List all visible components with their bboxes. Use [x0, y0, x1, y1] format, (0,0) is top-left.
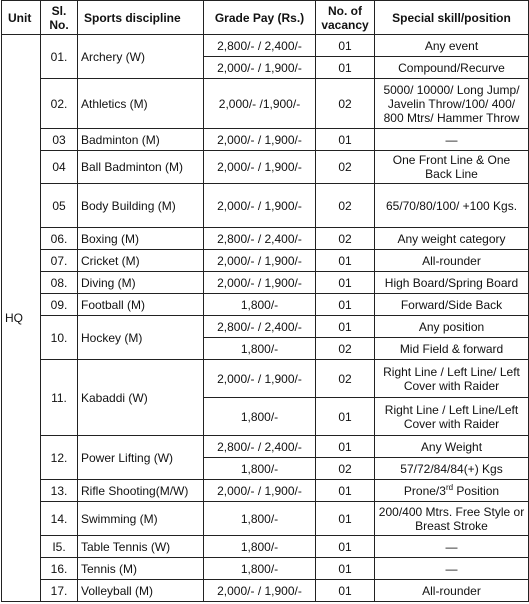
- header-row: [2, 1, 529, 35]
- special-skill-cell: Any weight category: [375, 228, 529, 250]
- sports-vacancy-table: [1, 0, 529, 602]
- special-skill-cell: Forward/Side Back: [375, 294, 529, 316]
- vacancy-cell: 02: [316, 151, 375, 184]
- header-discipline: Sports discipline: [78, 1, 204, 35]
- grade-pay-cell: 2,800/- / 2,400/-: [204, 228, 316, 250]
- special-skill-cell: 65/70/80/100/ +100 Kgs.: [375, 184, 529, 228]
- table-row: [2, 184, 529, 228]
- table-row: [2, 502, 529, 536]
- discipline-cell: Athletics (M): [78, 79, 204, 129]
- discipline-cell: Table Tennis (W): [78, 536, 204, 558]
- discipline-cell: Power Lifting (W): [78, 436, 204, 480]
- special-skill-cell: Any position: [375, 316, 529, 338]
- special-skill-cell: —: [375, 536, 529, 558]
- grade-pay-cell: 2,000/- / 1,900/-: [204, 480, 316, 502]
- sl-no-cell: 05: [41, 184, 78, 228]
- vacancy-cell: 02: [316, 458, 375, 480]
- special-skill-cell: Any Weight: [375, 436, 529, 458]
- sl-no-cell: 17.: [41, 580, 78, 602]
- vacancy-cell: 01: [316, 272, 375, 294]
- discipline-cell: Tennis (M): [78, 558, 204, 580]
- unit-cell: HQ: [2, 35, 41, 602]
- table-row: [2, 558, 529, 580]
- sl-no-cell: 02.: [41, 79, 78, 129]
- discipline-cell: Swimming (M): [78, 502, 204, 536]
- discipline-cell: Archery (W): [78, 35, 204, 79]
- sl-no-cell: 06.: [41, 228, 78, 250]
- vacancy-cell: 01: [316, 57, 375, 79]
- vacancy-cell: 02: [316, 184, 375, 228]
- grade-pay-cell: 2,000/- / 1,900/-: [204, 580, 316, 602]
- vacancy-cell: 01: [316, 502, 375, 536]
- special-skill-cell: 57/72/84/84(+) Kgs: [375, 458, 529, 480]
- table-row: [2, 294, 529, 316]
- special-skill-cell: Right Line / Left Line/Left Cover with Raider: [375, 398, 529, 436]
- table-row: [2, 151, 529, 184]
- special-skill-cell: —: [375, 129, 529, 151]
- sl-no-cell: 07.: [41, 250, 78, 272]
- vacancy-cell: 01: [316, 294, 375, 316]
- special-skill-cell: 200/400 Mtrs. Free Style or Breast Stroke: [375, 502, 529, 536]
- table-row: [2, 536, 529, 558]
- vacancy-cell: 01: [316, 580, 375, 602]
- discipline-cell: Rifle Shooting(M/W): [78, 480, 204, 502]
- grade-pay-cell: 2,000/- / 1,900/-: [204, 272, 316, 294]
- vacancy-cell: 02: [316, 79, 375, 129]
- vacancy-cell: 01: [316, 129, 375, 151]
- grade-pay-cell: 1,800/-: [204, 338, 316, 360]
- grade-pay-cell: 1,800/-: [204, 558, 316, 580]
- sl-no-cell: 13.: [41, 480, 78, 502]
- vacancy-cell: 02: [316, 360, 375, 398]
- discipline-cell: Hockey (M): [78, 316, 204, 360]
- grade-pay-cell: 2,000/- / 1,900/-: [204, 151, 316, 184]
- grade-pay-cell: 1,800/-: [204, 502, 316, 536]
- ordinal-suffix: rd: [445, 482, 454, 492]
- table-row: [2, 316, 529, 338]
- table-row: [2, 129, 529, 151]
- grade-pay-cell: 1,800/-: [204, 398, 316, 436]
- table-row: [2, 35, 529, 57]
- grade-pay-cell: 2,000/- / 1,900/-: [204, 360, 316, 398]
- special-skill-cell: Prone/3rd Position: [375, 480, 529, 502]
- special-skill-cell: Mid Field & forward: [375, 338, 529, 360]
- vacancy-cell: 01: [316, 558, 375, 580]
- vacancy-cell: 02: [316, 228, 375, 250]
- special-skill-cell: Any event: [375, 35, 529, 57]
- special-skill-cell: All-rounder: [375, 580, 529, 602]
- table-row: [2, 79, 529, 129]
- grade-pay-cell: 2,800/- / 2,400/-: [204, 316, 316, 338]
- table-row: [2, 250, 529, 272]
- special-skill-cell: 5000/ 10000/ Long Jump/ Javelin Throw/100/ 400/ 800 Mtrs/ Hammer Throw: [375, 79, 529, 129]
- table-row: [2, 360, 529, 398]
- discipline-cell: Football (M): [78, 294, 204, 316]
- sl-no-cell: 04: [41, 151, 78, 184]
- special-skill-cell: All-rounder: [375, 250, 529, 272]
- special-skill-cell: High Board/Spring Board: [375, 272, 529, 294]
- special-skill-cell: —: [375, 558, 529, 580]
- grade-pay-cell: 2,800/- / 2,400/-: [204, 436, 316, 458]
- table-row: [2, 228, 529, 250]
- vacancy-cell: 01: [316, 35, 375, 57]
- discipline-cell: Ball Badminton (M): [78, 151, 204, 184]
- vacancy-cell: 01: [316, 250, 375, 272]
- grade-pay-cell: 1,800/-: [204, 458, 316, 480]
- header-sl-no: Sl. No.: [41, 1, 78, 35]
- sl-no-cell: 08.: [41, 272, 78, 294]
- table-body: [2, 35, 529, 602]
- grade-pay-cell: 1,800/-: [204, 294, 316, 316]
- vacancy-cell: 01: [316, 536, 375, 558]
- grade-pay-cell: 2,000/- / 1,900/-: [204, 250, 316, 272]
- vacancy-cell: 02: [316, 338, 375, 360]
- header-grade-pay: Grade Pay (Rs.): [204, 1, 316, 35]
- grade-pay-cell: 2,000/- /1,900/-: [204, 79, 316, 129]
- discipline-cell: Boxing (M): [78, 228, 204, 250]
- sl-no-cell: 03: [41, 129, 78, 151]
- grade-pay-cell: 1,800/-: [204, 536, 316, 558]
- special-skill-cell: Compound/Recurve: [375, 57, 529, 79]
- sl-no-cell: 01.: [41, 35, 78, 79]
- special-skill-cell: One Front Line & One Back Line: [375, 151, 529, 184]
- grade-pay-cell: 2,000/- / 1,900/-: [204, 184, 316, 228]
- grade-pay-cell: 2,800/- / 2,400/-: [204, 35, 316, 57]
- discipline-cell: Cricket (M): [78, 250, 204, 272]
- sl-no-cell: 09.: [41, 294, 78, 316]
- sl-no-cell: 12.: [41, 436, 78, 480]
- sl-no-cell: 11.: [41, 360, 78, 436]
- table-row: [2, 580, 529, 602]
- vacancy-cell: 01: [316, 398, 375, 436]
- table-row: [2, 272, 529, 294]
- discipline-cell: Badminton (M): [78, 129, 204, 151]
- discipline-cell: Volleyball (M): [78, 580, 204, 602]
- vacancy-cell: 01: [316, 480, 375, 502]
- sl-no-cell: 16.: [41, 558, 78, 580]
- table-row: [2, 436, 529, 458]
- header-special-skill: Special skill/position: [375, 1, 529, 35]
- discipline-cell: Kabaddi (W): [78, 360, 204, 436]
- sl-no-cell: I5.: [41, 536, 78, 558]
- vacancy-cell: 01: [316, 316, 375, 338]
- header-unit: Unit: [2, 1, 41, 35]
- grade-pay-cell: 2,000/- / 1,900/-: [204, 57, 316, 79]
- special-skill-cell: Right Line / Left Line/ Left Cover with Raider: [375, 360, 529, 398]
- header-vacancy: No. of vacancy: [316, 1, 375, 35]
- discipline-cell: Body Building (M): [78, 184, 204, 228]
- sl-no-cell: 14.: [41, 502, 78, 536]
- vacancy-cell: 01: [316, 436, 375, 458]
- grade-pay-cell: 2,000/- / 1,900/-: [204, 129, 316, 151]
- sl-no-cell: 10.: [41, 316, 78, 360]
- table-row: [2, 480, 529, 502]
- discipline-cell: Diving (M): [78, 272, 204, 294]
